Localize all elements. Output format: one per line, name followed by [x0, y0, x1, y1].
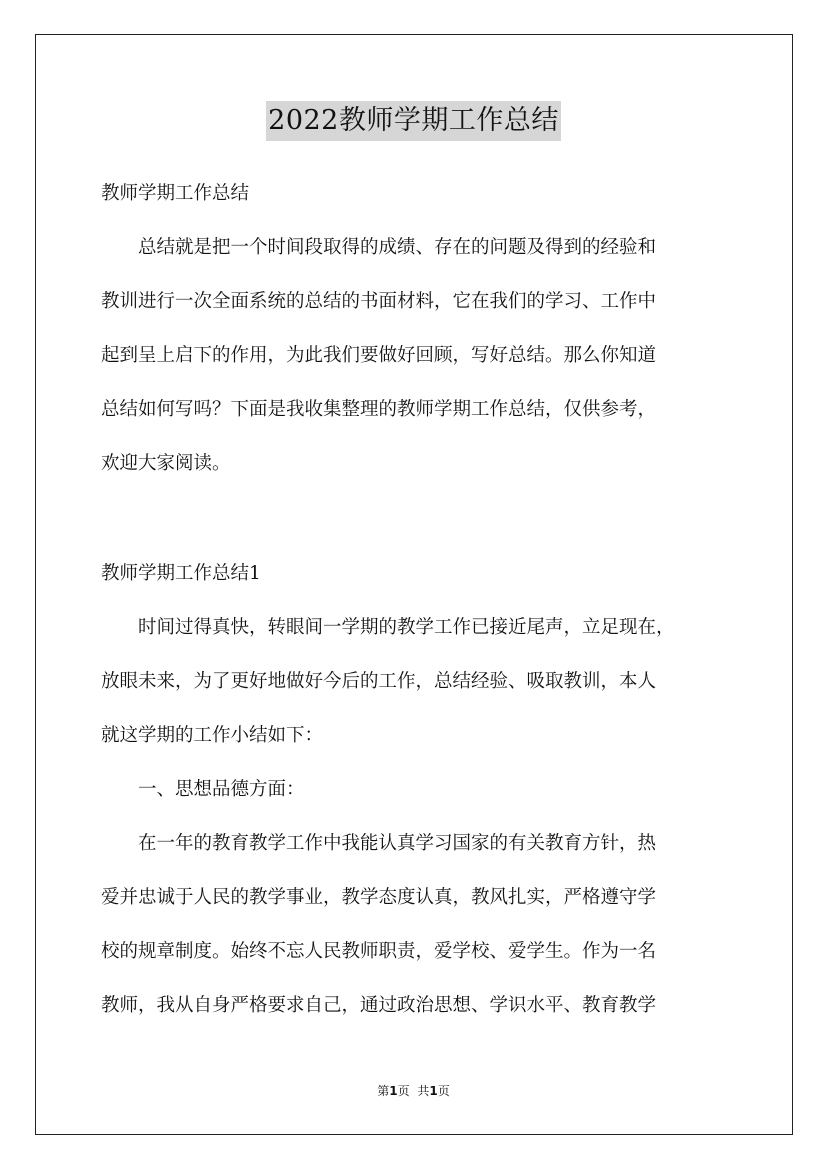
- intro-line: 欢迎大家阅读。: [101, 453, 231, 474]
- footer-total-number: 1: [429, 1084, 438, 1098]
- footer-page-prefix: 第: [377, 1084, 390, 1098]
- footer-page-suffix: 页: [397, 1084, 410, 1098]
- section-heading: 教师学期工作总结1: [101, 563, 261, 584]
- section1-line: 就这学期的工作小结如下：: [101, 725, 324, 746]
- footer-total-prefix: 共: [417, 1084, 430, 1098]
- page-footer: [0, 1082, 827, 1099]
- footer-total-suffix: 页: [437, 1084, 450, 1098]
- para2-line: 教师，我从自身严格要求自己，通过政治思想、学识水平、教育教学: [101, 995, 657, 1016]
- section1-line: 放眼未来，为了更好地做好今后的工作，总结经验、吸取教训，本人: [101, 671, 657, 692]
- para2-line: 爱并忠诚于人民的教学事业，教学态度认真，教风扎实，严格遵守学: [101, 887, 657, 908]
- intro-line: 总结就是把一个时间段取得的成绩、存在的问题及得到的经验和: [101, 237, 657, 258]
- subtitle: 教师学期工作总结: [101, 183, 250, 204]
- document-title: 2022教师学期工作总结: [266, 101, 561, 141]
- footer-page-number: 1: [389, 1084, 398, 1098]
- section1-line: 时间过得真快，转眼间一学期的教学工作已接近尾声，立足现在，: [101, 617, 675, 638]
- title-container: [0, 101, 827, 141]
- intro-line: 总结如何写吗？下面是我收集整理的教师学期工作总结，仅供参考，: [101, 399, 657, 420]
- para2-line: 校的规章制度。始终不忘人民教师职责，爱学校、爱学生。作为一名: [101, 941, 657, 962]
- intro-line: 教训进行一次全面系统的总结的书面材料，它在我们的学习、工作中: [101, 291, 657, 312]
- intro-line: 起到呈上启下的作用，为此我们要做好回顾，写好总结。那么你知道: [101, 345, 657, 366]
- para2-line: 在一年的教育教学工作中我能认真学习国家的有关教育方针，热: [101, 833, 657, 854]
- subheading: 一、思想品德方面：: [101, 779, 305, 800]
